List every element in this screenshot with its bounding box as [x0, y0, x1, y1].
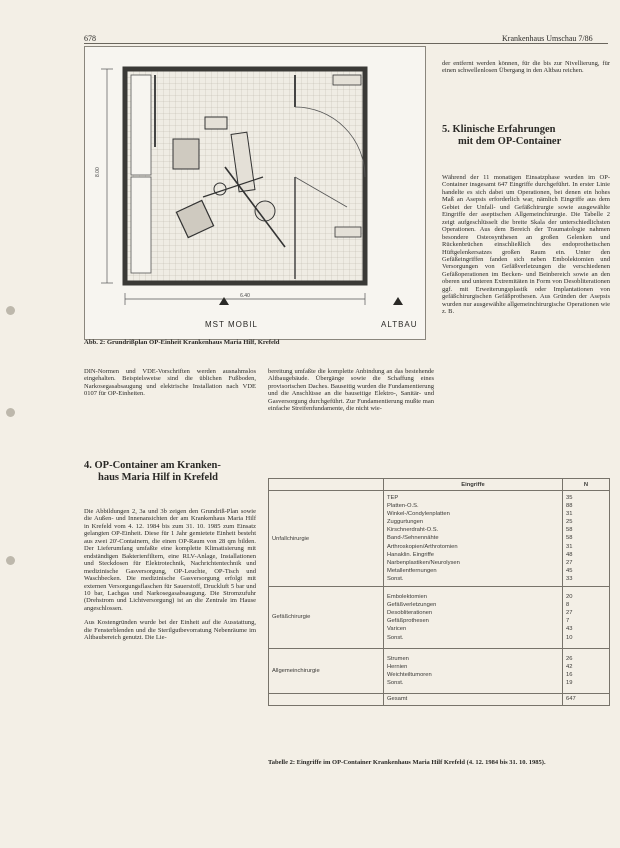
- item: Zuggurtungen: [387, 519, 424, 526]
- section-heading-4: [84, 460, 264, 484]
- item: Metallentfernungen: [387, 567, 437, 574]
- table-header: Eingriffe: [384, 479, 563, 491]
- left-column-top: [84, 368, 256, 398]
- label-altbau: ALTBAU: [381, 320, 418, 329]
- item: Sonst.: [387, 679, 404, 686]
- dimension-side: 8.00: [95, 167, 101, 177]
- item: Embolektomien: [387, 594, 427, 601]
- category-cell: Unfallchirurgie: [269, 491, 384, 587]
- item: Winkel-/Condylenplatten: [387, 511, 450, 518]
- total-label: Gesamt: [384, 693, 563, 705]
- right-column-top: [442, 60, 610, 75]
- item: Arthroskopien/Arthrotomien: [387, 543, 458, 550]
- paragraph: Die Abbildungen 2, 3a und 3b zeigen den Grundriß-Plan sowie die Außen- und Innenansichten der am Krankenhaus Maria Hilf in Krefeld vom 4. 12. 1984 bis zum 31. 10. 1985 zum Einsatz gelangten OP-Einheit. Diese für 1 Jahr gemietete Einheit besteht aus zwei 20'-Containern, die einen OP-Raum von 28 qm bilden. Der Lieferumfang umfaßte eine komplette Klimatisierung mit endständigen Bakterienfiltern, eine RLV-Anlage, Installationen und Steckdosen für Elektrotechnik, Nachrichtentechnik und medizinische Gasversorgung, OP-Leuchte, OP-Tisch und Waschbecken. Die medizinische Gasversorgung erfolgt mit externen Versorgungsflaschen für Sauerstoff, Druckluft 5 bar und 10 bar, Lachgas und Narkosegasabsaugung. Die Stromzufuhr (Drehstrom und Lichtversorgung) ist an die Zentrale im Hause angeschlossen.: [84, 508, 256, 612]
- value: 8: [566, 602, 570, 609]
- paragraph: bereitung umfaßte die komplette Anbindung an das bestehende Altbaugebäude. Übergänge sowie die Schaffung eines provisorischen Daches. Bauseitig wurden die Fundamentierung und die Anschlüsse an die bauseitige Elektro-, Sanitär- und Gasversorgung durchgeführt. Zur Fundamentierung mußte man einfache Streifenfundamente, die nicht wie-: [268, 368, 434, 413]
- surgery-table: [268, 478, 610, 754]
- item: Sonst.: [387, 575, 404, 582]
- punch-hole: [6, 556, 15, 565]
- category-cell: [269, 693, 384, 705]
- middle-column-top: [268, 368, 434, 413]
- value: 48: [566, 551, 573, 558]
- value: 7: [566, 618, 570, 625]
- item: Gefäßprothesen: [387, 618, 429, 625]
- value: 35: [566, 495, 573, 501]
- item: Strumen: [387, 655, 409, 662]
- heading-line: mit dem OP-Container: [458, 136, 562, 147]
- items-cell: [384, 587, 563, 649]
- item: Kirschnerdraht-O.S.: [387, 527, 439, 534]
- running-header: Krankenhaus Umschau 7/86: [502, 34, 593, 43]
- value: 20: [566, 594, 573, 601]
- item: Band-/Sehnennähte: [387, 535, 439, 542]
- category-cell: Allgemeinchirurgie: [269, 648, 384, 693]
- value: 10: [566, 634, 573, 641]
- values-cell: [563, 587, 610, 649]
- value: 16: [566, 671, 573, 678]
- dimension-bottom: 6.40: [240, 293, 250, 299]
- table-header-row: [269, 479, 610, 491]
- left-column-section4: [84, 508, 256, 642]
- label-mst-mobil: MST MOBIL: [205, 320, 258, 329]
- table-row: [269, 648, 610, 693]
- category-cell: Gefäßchirurgie: [269, 587, 384, 649]
- floor-plan-figure: [84, 46, 426, 340]
- value: 25: [566, 519, 573, 526]
- item: Narbenplastiken/Neurolysen: [387, 559, 460, 566]
- value: 19: [566, 679, 573, 686]
- items-cell: [384, 491, 563, 587]
- table-row: [269, 491, 610, 587]
- table-header: N: [563, 479, 610, 491]
- figure-caption: Abb. 2: Grundrißplan OP-Einheit Krankenhaus Maria Hilf, Krefeld: [84, 339, 280, 346]
- value: 31: [566, 511, 573, 518]
- punch-hole: [6, 306, 15, 315]
- value: 42: [566, 663, 573, 670]
- arrow-up-icon: [393, 297, 403, 305]
- item: Hanaklin. Eingriffe: [387, 551, 434, 558]
- values-cell: [563, 648, 610, 693]
- paragraph: Während der 11 monatigen Einsatzphase wurden im OP-Container insgesamt 647 Eingriffe durchgeführt. In erster Linie handelte es sich dabei um Operationen, bei denen ein hohes Maß an Asepsis erforderlich war, nämlich Eingriffe aus dem Gebiet der Unfall- und Gefäßchirurgie sowie ausgewählte Eingriffe der aseptischen Allgemeinchirurgie. Die Tabelle 2 zeigt aufgeschlüsselt die breite Skala der unterschiedlichsten Operationen. Aus dem Bereich der Traumatologie nahmen besondere Osteosynthesen an großen Gelenken und Rückenbrüchen einschließlich des endoprothetischen Hüftgelenkersatzes großen Raum ein. Unter den Gefäßeingriffen fanden sich neben Embolektomien und Versorgungen von Gefäßverletzungen die verschiedenen Gefäßoperationen im Becken- und Beinbereich sowie an den oberen und unteren Extremitäten in Form von Desobliterationen ggf. mit Erweiterungsplastik oder Implantationen von gefäßchirurgischen Gefäßprothesen. Aus Gründen der Asepsis wurden nur ausgewählte allgemeinchirurgische Operationen wie z. B.: [442, 174, 610, 316]
- table-total-row: [269, 693, 610, 705]
- items-cell: [384, 648, 563, 693]
- item: Weichteiltumoren: [387, 671, 432, 678]
- value: 45: [566, 567, 573, 574]
- section-heading-5: [442, 124, 612, 148]
- item: TEP: [387, 495, 399, 501]
- paragraph: Aus Kostengründen wurde bei der Einheit auf die Ausstattung, die Fensterblenden und die Sterilgutbevorratung Nebenräume im Altbaubereich genutzt. Die Lie-: [84, 619, 256, 642]
- header-rule: [84, 43, 608, 44]
- paragraph: DIN-Normen und VDE-Vorschriften werden ausnahmslos eingehalten. Beispielsweise sind die üblichen Fußboden, Narkosegasabsaugung und elektrische Installation nach VDE 0107 für OP-Einheiten.: [84, 368, 256, 398]
- item: Sonst.: [387, 634, 404, 641]
- item: Hernien: [387, 663, 408, 670]
- arrow-up-icon: [219, 297, 229, 305]
- value: 58: [566, 535, 573, 542]
- value: 88: [566, 503, 573, 510]
- item: Gefäßverletzungen: [387, 602, 437, 609]
- value: 33: [566, 575, 573, 582]
- heading-line: 5. Klinische Erfahrungen: [442, 124, 556, 135]
- table-header: [269, 479, 384, 491]
- item: Platten-O.S.: [387, 503, 419, 510]
- value: 27: [566, 610, 573, 617]
- value: 31: [566, 543, 573, 550]
- table-row: [269, 587, 610, 649]
- heading-line: 4. OP-Container am Kranken-: [84, 460, 221, 471]
- paragraph: der entfernt werden können, für die bis zur Nivellierung, für einen schwellenlosen Übergang in den Altbau reichen.: [442, 60, 610, 75]
- value: 26: [566, 655, 573, 662]
- table-caption: Tabelle 2: Eingriffe im OP-Container Krankenhaus Maria Hilf Krefeld (4. 12. 1984 bis 31. 10. 1985).: [268, 759, 546, 766]
- value: 27: [566, 559, 573, 566]
- right-column-section5: [442, 174, 610, 316]
- value: 58: [566, 527, 573, 534]
- heading-line: haus Maria Hilf in Krefeld: [98, 472, 218, 483]
- item: Varicen: [387, 626, 407, 633]
- page-number: 678: [84, 34, 96, 43]
- value: 43: [566, 626, 573, 633]
- punch-hole: [6, 408, 15, 417]
- floor-plan-drawing: [85, 47, 425, 339]
- total-value: 647: [563, 693, 610, 705]
- values-cell: [563, 491, 610, 587]
- item: Desobliterationen: [387, 610, 433, 617]
